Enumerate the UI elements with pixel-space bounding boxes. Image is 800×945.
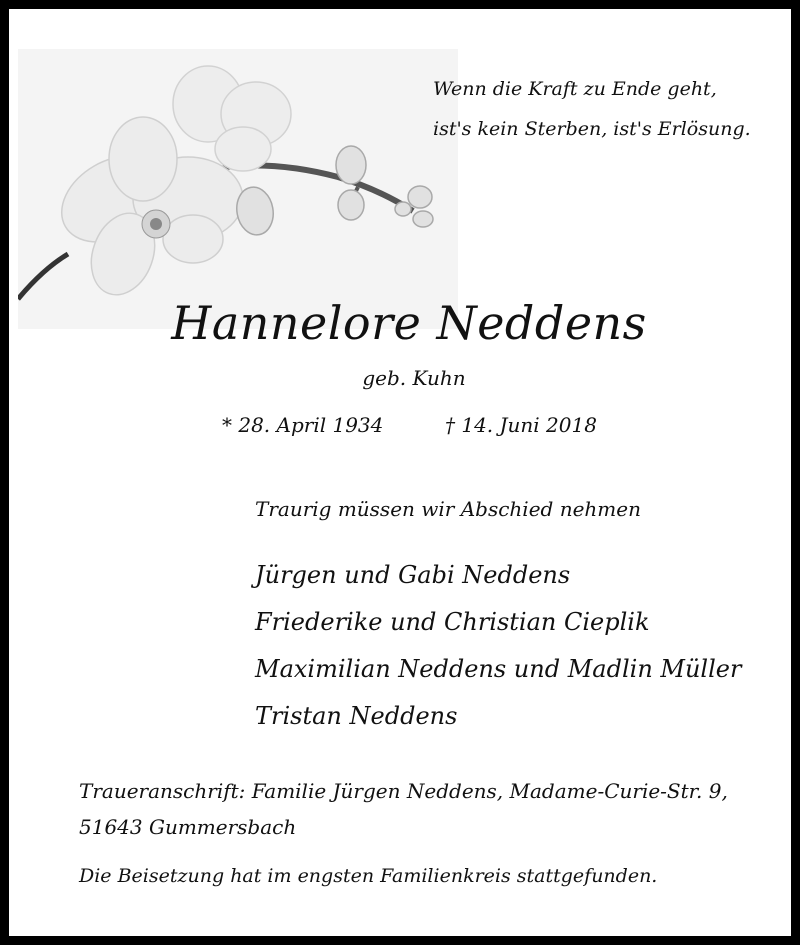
mourning-text: Traurig müssen wir Abschied nehmen: [255, 497, 641, 521]
family-member: Maximilian Neddens und Madlin Müller: [255, 655, 742, 683]
address-line-1: Traueranschrift: Familie Jürgen Neddens, Madame-Curie-Str. 9,: [79, 779, 728, 803]
family-member: Friederike und Christian Cieplik: [255, 608, 650, 636]
quote: [433, 69, 751, 149]
maiden-name: geb. Kuhn: [362, 366, 466, 390]
orchid-image: [18, 49, 458, 329]
mourning-address: [79, 773, 728, 845]
birth-date: * 28. April 1934: [222, 413, 384, 437]
orchid-illustration: [18, 49, 458, 329]
family-list: [255, 552, 741, 740]
quote-line-1: Wenn die Kraft zu Ende geht,: [433, 78, 717, 100]
burial-note: Die Beisetzung hat im engsten Familienkreis stattgefunden.: [79, 865, 658, 887]
death-date: † 14. Juni 2018: [445, 413, 597, 437]
family-member: Tristan Neddens: [255, 702, 458, 730]
quote-line-2: ist's kein Sterben, ist's Erlösung.: [433, 118, 751, 140]
deceased-name: Hannelore Neddens: [171, 296, 647, 350]
address-line-2: 51643 Gummersbach: [79, 815, 297, 839]
family-member: Jürgen und Gabi Neddens: [255, 561, 571, 589]
